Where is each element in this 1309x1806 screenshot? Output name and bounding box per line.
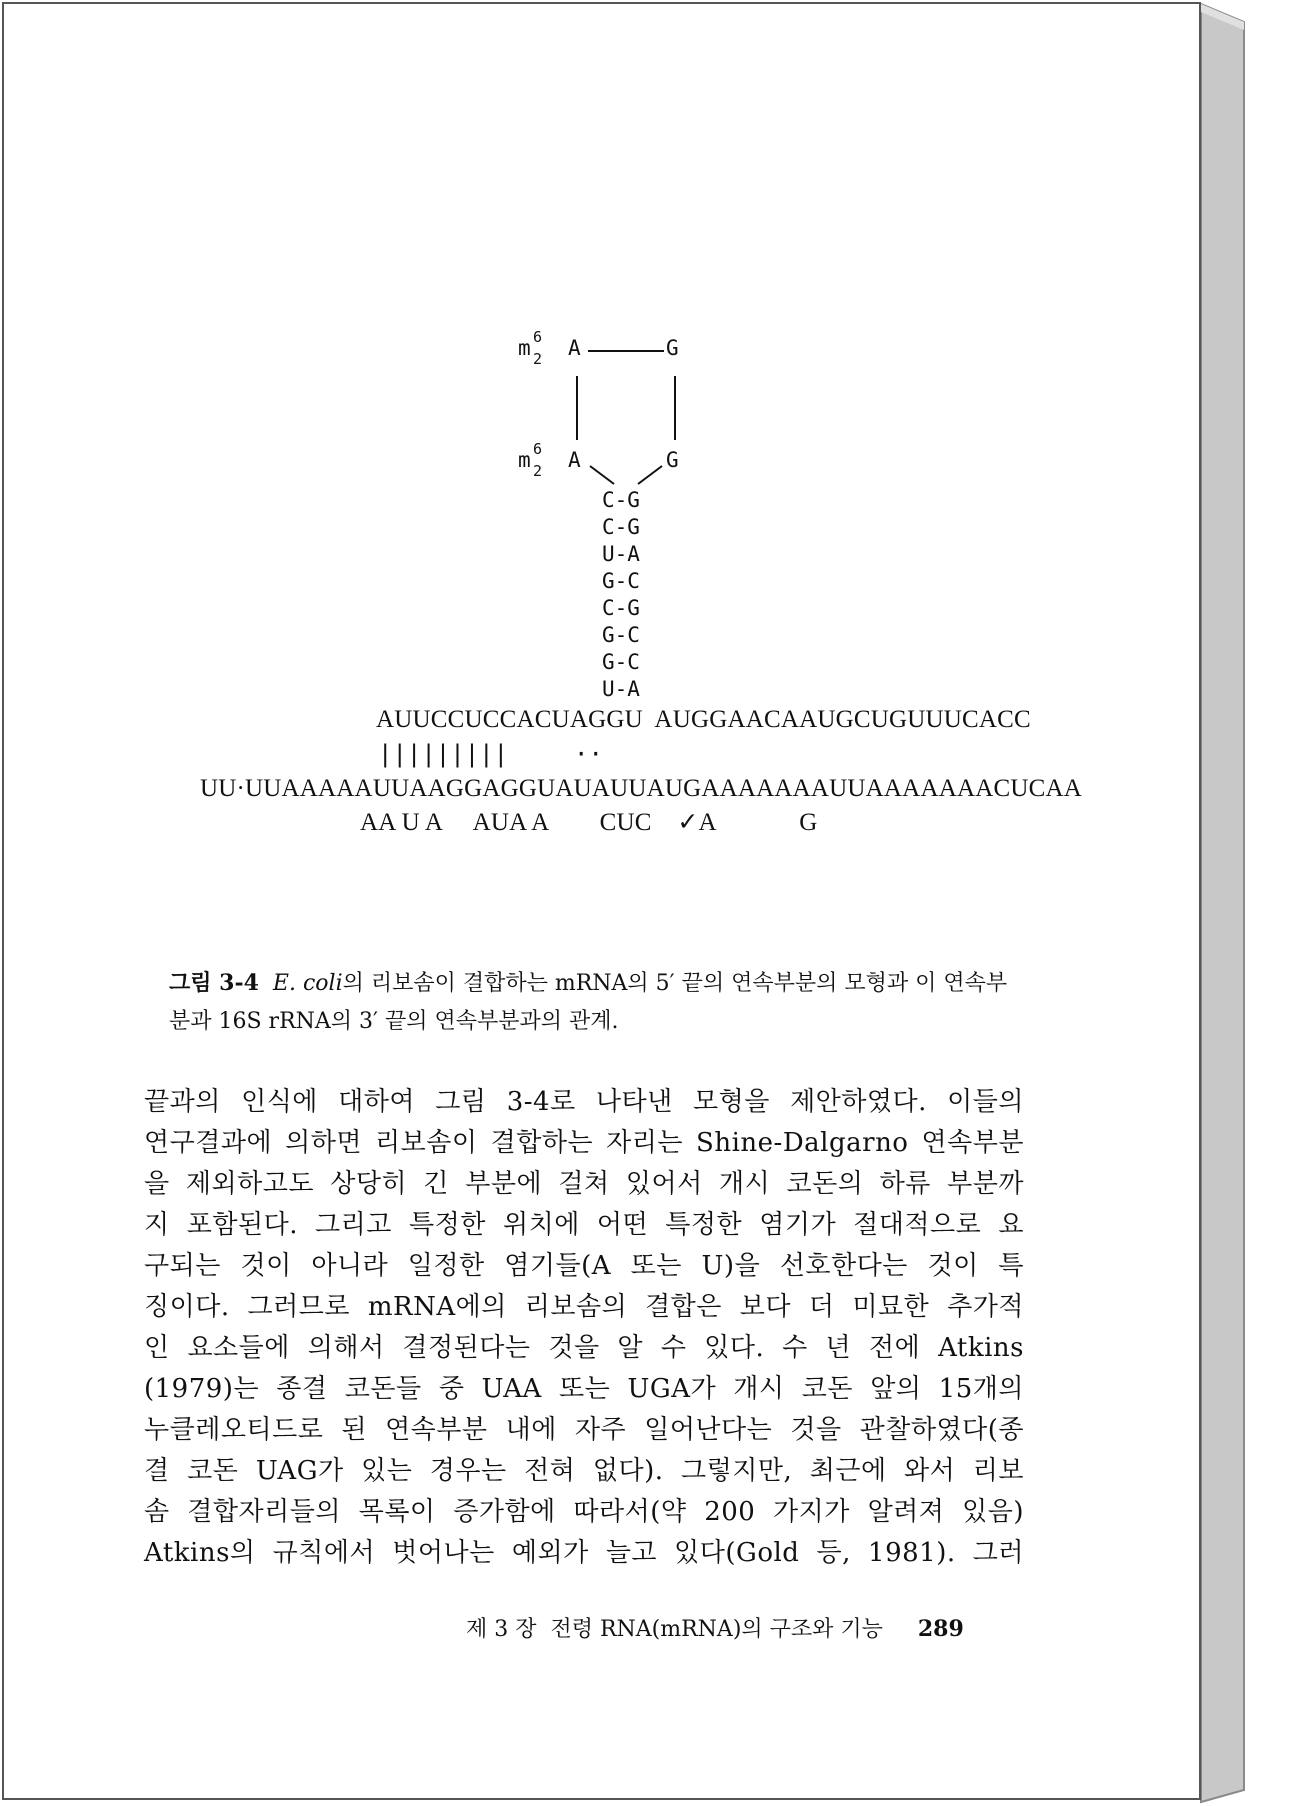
loop-top-bond	[588, 350, 664, 352]
stem-base-pair: G-C	[602, 650, 640, 674]
body-paragraph	[144, 1082, 1024, 1574]
stem-base-pair: C-G	[602, 596, 640, 620]
chapter-title: 제 3 장 전령 RNA(mRNA)의 구조와 기능	[466, 1617, 883, 1642]
page-number: 289	[917, 1616, 964, 1642]
figure-caption	[169, 964, 1009, 1041]
stem-base-pair: G-C	[602, 569, 640, 593]
book-page	[2, 2, 1201, 1800]
modification-label-top: m	[518, 336, 531, 360]
figure-label: 그림 3-4	[169, 970, 259, 996]
caption-text: 의 리보솜이 결합하는 mRNA의 5′ 끝의 연속부분의 모형과 이 연속부분과 16S rRNA의 3′ 끝의 연속부분과의 관계.	[169, 971, 1008, 1034]
mrna-variant-bases: AA U A AUA A CUC ✓A G	[360, 809, 818, 836]
modification-sub-top: 2	[533, 350, 543, 368]
body-line: 끝과의 인식에 대하여 그림 3-4로 나타낸 모형을 제안하였다. 이들의	[144, 1087, 1024, 1117]
body-line: 연구결과에 의하면 리보솜이 결합하는 자리는 Shine-Dalgarno 연속부분	[144, 1128, 1024, 1158]
body-line: 솜 결합자리들의 목록이 증가함에 따라서(약 200 가지가 알려져 있음)	[144, 1497, 1024, 1527]
body-line: 누클레오티드로 된 연속부분 내에 자주 일어난다는 것을 관찰하였다(종	[144, 1415, 1024, 1445]
loop-closing-bonds	[584, 462, 668, 490]
modification-sup-bottom: 6	[533, 440, 543, 458]
modification-label-bottom: m	[518, 448, 531, 472]
loop-top-right-base: G	[666, 336, 679, 360]
loop-right-bond	[674, 376, 676, 440]
modification-sub-bottom: 2	[533, 462, 543, 480]
body-line: Atkins의 규칙에서 벗어나는 예외가 늘고 있다(Gold 등, 1981). 그러	[144, 1538, 1024, 1568]
stem-base-pair: C-G	[602, 488, 640, 512]
loop-bottom-left-base: A	[568, 448, 581, 472]
body-line: (1979)는 종결 코돈들 중 UAA 또는 UGA가 개시 코돈 앞의 15개의	[144, 1374, 1024, 1404]
caption-organism: E. coli	[272, 971, 343, 996]
base-pairing-ticks: |||||||||	[378, 740, 509, 768]
loop-bottom-right-base: G	[666, 448, 679, 472]
modification-sup-top: 6	[533, 328, 543, 346]
body-line: 지 포함된다. 그리고 특정한 위치에 어떤 특정한 염기가 절대적으로 요	[144, 1210, 1024, 1240]
body-line: 을 제외하고도 상당히 긴 부분에 걸쳐 있어서 개시 코돈의 하류 부분까	[144, 1169, 1024, 1199]
stem-base-pair: G-C	[602, 623, 640, 647]
rrna-3-prime-sequence: AUUCCUCCACUAGGU AUGGAACAAUGCUGUUUCACC	[376, 706, 1031, 733]
body-line: 구되는 것이 아니라 일정한 염기들(A 또는 U)을 선호한다는 것이 특	[144, 1251, 1024, 1281]
stem-base-pair: U-A	[602, 542, 640, 566]
body-line: 인 요소들에 의해서 결정된다는 것을 알 수 있다. 수 년 전에 Atkins	[144, 1333, 1024, 1363]
loop-top-left-base: A	[568, 336, 581, 360]
stem-base-pair: C-G	[602, 515, 640, 539]
stem-base-pair: U-A	[602, 677, 640, 701]
mrna-5-prime-sequence: UU·UUAAAAAUUAAGGAGGUAUAUUAUGAAAAAAAUUAAAAAAACUCAA	[200, 775, 1082, 802]
body-line: 징이다. 그러므로 mRNA에의 리보솜의 결합은 보다 더 미묘한 추가적	[144, 1292, 1024, 1322]
body-line: 결 코돈 UAG가 있는 경우는 전혀 없다). 그렇지만, 최근에 와서 리보	[144, 1456, 1024, 1486]
base-pairing-dots: ··	[574, 740, 603, 768]
running-footer	[466, 1612, 964, 1643]
loop-left-bond	[576, 376, 578, 440]
